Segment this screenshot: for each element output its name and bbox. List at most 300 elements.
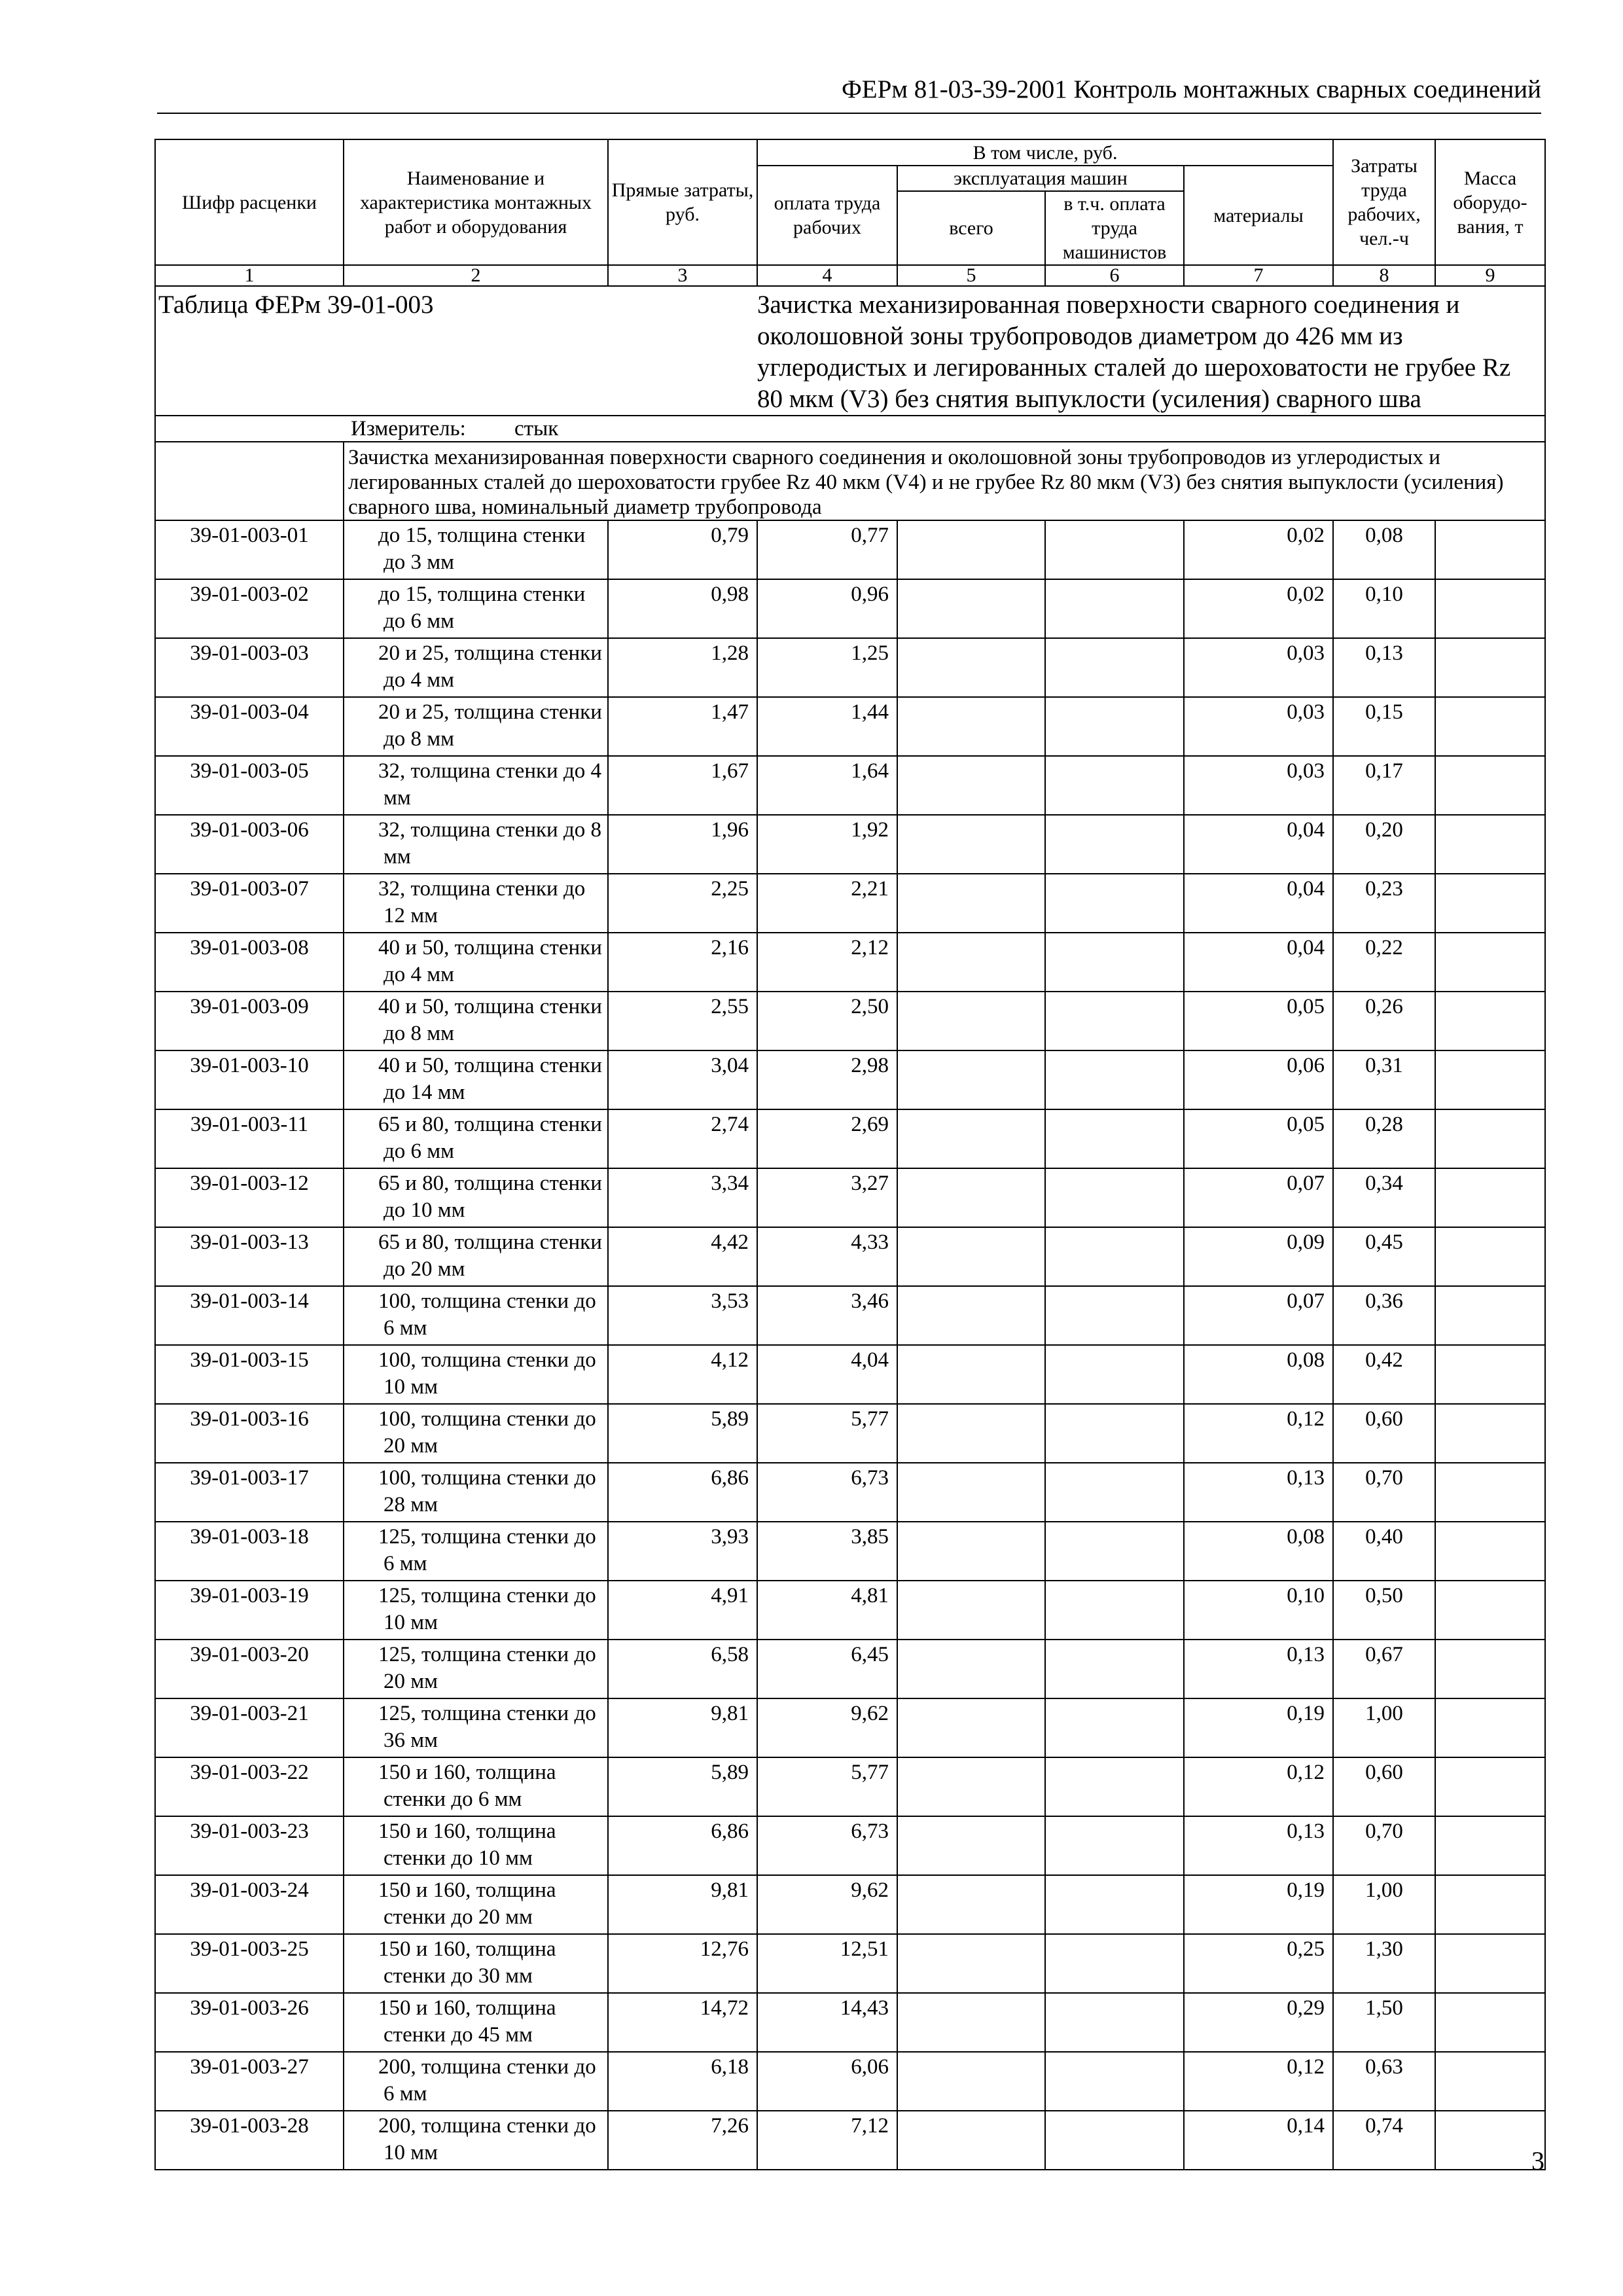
col-number: 3 [608,265,757,286]
row-wages: 1,92 [757,815,897,874]
row-name: 20 и 25, толщина стенки до 8 мм [344,697,608,756]
table-row [155,756,1545,815]
row-materials: 0,05 [1184,992,1333,1050]
row-name: 200, толщина стенки до 10 мм [344,2111,608,2170]
row-machinist-wages [1045,1757,1184,1816]
row-direct-costs: 3,93 [608,1522,757,1581]
row-labor: 0,15 [1333,697,1435,756]
row-name: 32, толщина стенки до 12 мм [344,874,608,933]
row-materials: 0,06 [1184,1050,1333,1109]
row-mass [1435,1050,1545,1109]
row-direct-costs: 3,34 [608,1168,757,1227]
row-machines-total [897,815,1045,874]
row-machines-total [897,579,1045,638]
col-number: 1 [155,265,344,286]
row-wages: 14,43 [757,1993,897,2052]
row-wages: 2,50 [757,992,897,1050]
row-machines-total [897,1463,1045,1522]
row-wages: 4,33 [757,1227,897,1286]
row-direct-costs: 6,18 [608,2052,757,2111]
row-code: 39-01-003-20 [155,1640,344,1698]
row-wages: 0,77 [757,520,897,579]
row-machines-total [897,1227,1045,1286]
row-name: 125, толщина стенки до 20 мм [344,1640,608,1698]
row-machines-total [897,933,1045,992]
measure-label: Измеритель: [351,417,466,440]
row-wages: 3,46 [757,1286,897,1345]
row-name: 65 и 80, толщина стенки до 6 мм [344,1109,608,1168]
rates-table [154,139,1546,2170]
row-materials: 0,13 [1184,1816,1333,1875]
row-machinist-wages [1045,1698,1184,1757]
row-name: до 15, толщина стенки до 3 мм [344,520,608,579]
row-name: 200, толщина стенки до 6 мм [344,2052,608,2111]
row-direct-costs: 0,98 [608,579,757,638]
col-number: 7 [1184,265,1333,286]
row-machinist-wages [1045,874,1184,933]
row-wages: 1,64 [757,756,897,815]
row-code: 39-01-003-18 [155,1522,344,1581]
row-machinist-wages [1045,1934,1184,1993]
row-materials: 0,13 [1184,1640,1333,1698]
row-direct-costs: 4,42 [608,1227,757,1286]
row-mass [1435,1934,1545,1993]
row-materials: 0,19 [1184,1875,1333,1934]
group-description: Зачистка механизированная поверхности сварного соединения и околошовной зоны трубопроводов из углеродистых и легированных сталей до шероховатости грубее Rz 40 мкм (V4) и не грубее Rz 80 мкм (V3) без снятия выпуклости (усиления) сварного шва, номинальный диаметр трубопровода [344,442,1545,520]
row-machines-total [897,520,1045,579]
row-materials: 0,02 [1184,579,1333,638]
row-direct-costs: 9,81 [608,1875,757,1934]
row-labor: 0,17 [1333,756,1435,815]
row-machines-total [897,1698,1045,1757]
row-machinist-wages [1045,992,1184,1050]
row-wages: 6,73 [757,1816,897,1875]
row-name: 100, толщина стенки до 20 мм [344,1404,608,1463]
row-wages: 5,77 [757,1757,897,1816]
row-machines-total [897,1522,1045,1581]
row-machines-total [897,1109,1045,1168]
row-code: 39-01-003-16 [155,1404,344,1463]
row-mass [1435,579,1545,638]
col-mass-header: Масса оборудо-вания, т [1435,139,1545,265]
row-labor: 1,00 [1333,1875,1435,1934]
row-wages: 2,98 [757,1050,897,1109]
row-direct-costs: 6,86 [608,1463,757,1522]
col-materials-header: материалы [1184,166,1333,265]
measure-row [155,416,1545,442]
table-row [155,1581,1545,1640]
row-machines-total [897,2052,1045,2111]
running-header [157,73,1541,114]
row-direct-costs: 0,79 [608,520,757,579]
row-mass [1435,1109,1545,1168]
row-code: 39-01-003-07 [155,874,344,933]
row-wages: 1,25 [757,638,897,697]
row-labor: 0,40 [1333,1522,1435,1581]
row-machines-total [897,1581,1045,1640]
row-labor: 0,26 [1333,992,1435,1050]
row-mass [1435,1757,1545,1816]
table-row [155,1522,1545,1581]
table-row [155,2111,1545,2170]
row-wages: 6,06 [757,2052,897,2111]
row-machinist-wages [1045,2111,1184,2170]
row-machinist-wages [1045,1286,1184,1345]
row-mass [1435,756,1545,815]
row-labor: 1,00 [1333,1698,1435,1757]
row-code: 39-01-003-04 [155,697,344,756]
row-labor: 0,74 [1333,2111,1435,2170]
row-name: 40 и 50, толщина стенки до 14 мм [344,1050,608,1109]
row-machinist-wages [1045,815,1184,874]
row-materials: 0,12 [1184,1757,1333,1816]
row-labor: 0,13 [1333,638,1435,697]
table-row [155,638,1545,697]
row-materials: 0,10 [1184,1581,1333,1640]
page-number: 3 [1531,2146,1544,2176]
row-name: 32, толщина стенки до 8 мм [344,815,608,874]
row-materials: 0,29 [1184,1993,1333,2052]
row-labor: 0,31 [1333,1050,1435,1109]
row-labor: 0,20 [1333,815,1435,874]
row-labor: 0,08 [1333,520,1435,579]
row-labor: 0,45 [1333,1227,1435,1286]
row-machinist-wages [1045,579,1184,638]
row-code: 39-01-003-23 [155,1816,344,1875]
row-code: 39-01-003-21 [155,1698,344,1757]
row-machines-total [897,1286,1045,1345]
table-row [155,1345,1545,1404]
row-mass [1435,1286,1545,1345]
row-direct-costs: 1,96 [608,815,757,874]
table-code: Таблица ФЕРм 39-01-003 [155,286,757,416]
row-name: 125, толщина стенки до 10 мм [344,1581,608,1640]
row-materials: 0,03 [1184,697,1333,756]
row-direct-costs: 7,26 [608,2111,757,2170]
row-mass [1435,992,1545,1050]
row-machines-total [897,1640,1045,1698]
row-labor: 0,67 [1333,1640,1435,1698]
row-wages: 1,44 [757,697,897,756]
row-wages: 9,62 [757,1698,897,1757]
row-labor: 0,60 [1333,1404,1435,1463]
row-materials: 0,08 [1184,1345,1333,1404]
row-mass [1435,1698,1545,1757]
row-wages: 3,27 [757,1168,897,1227]
col-number: 2 [344,265,608,286]
row-wages: 2,21 [757,874,897,933]
row-mass [1435,1816,1545,1875]
row-materials: 0,12 [1184,1404,1333,1463]
row-code: 39-01-003-13 [155,1227,344,1286]
table-row [155,1050,1545,1109]
table-row [155,1109,1545,1168]
row-wages: 7,12 [757,2111,897,2170]
row-code: 39-01-003-01 [155,520,344,579]
row-direct-costs: 3,53 [608,1286,757,1345]
row-direct-costs: 6,86 [608,1816,757,1875]
row-code: 39-01-003-22 [155,1757,344,1816]
row-mass [1435,2052,1545,2111]
row-code: 39-01-003-15 [155,1345,344,1404]
table-row [155,1934,1545,1993]
row-machinist-wages [1045,1345,1184,1404]
row-labor: 1,30 [1333,1934,1435,1993]
row-wages: 6,73 [757,1463,897,1522]
row-mass [1435,874,1545,933]
table-row [155,1757,1545,1816]
row-machinist-wages [1045,1875,1184,1934]
row-code: 39-01-003-05 [155,756,344,815]
row-code: 39-01-003-12 [155,1168,344,1227]
row-labor: 0,63 [1333,2052,1435,2111]
row-name: 32, толщина стенки до 4 мм [344,756,608,815]
row-direct-costs: 2,16 [608,933,757,992]
table-row [155,1463,1545,1522]
row-machines-total [897,1168,1045,1227]
row-labor: 0,28 [1333,1109,1435,1168]
row-materials: 0,25 [1184,1934,1333,1993]
col-machines-total-header: всего [897,191,1045,265]
row-materials: 0,02 [1184,520,1333,579]
row-machines-total [897,1875,1045,1934]
row-machines-total [897,992,1045,1050]
row-code: 39-01-003-26 [155,1993,344,2052]
row-direct-costs: 4,12 [608,1345,757,1404]
row-wages: 4,81 [757,1581,897,1640]
row-name: 40 и 50, толщина стенки до 4 мм [344,933,608,992]
table-row [155,2052,1545,2111]
row-wages: 6,45 [757,1640,897,1698]
row-code: 39-01-003-08 [155,933,344,992]
table-row [155,579,1545,638]
row-name: 40 и 50, толщина стенки до 8 мм [344,992,608,1050]
row-machines-total [897,1757,1045,1816]
row-labor: 0,10 [1333,579,1435,638]
row-labor: 0,42 [1333,1345,1435,1404]
row-labor: 0,70 [1333,1816,1435,1875]
col-name-header: Наименование и характеристика монтажных работ и оборудования [344,139,608,265]
table-row [155,697,1545,756]
row-machines-total [897,1816,1045,1875]
table-row [155,815,1545,874]
row-machinist-wages [1045,1404,1184,1463]
table-row [155,1993,1545,2052]
row-machinist-wages [1045,1463,1184,1522]
col-including-header: В том числе, руб. [757,139,1333,166]
row-mass [1435,1404,1545,1463]
table-row [155,1286,1545,1345]
row-code: 39-01-003-10 [155,1050,344,1109]
row-wages: 5,77 [757,1404,897,1463]
row-code: 39-01-003-17 [155,1463,344,1522]
row-machines-total [897,1934,1045,1993]
col-direct-header: Прямые затраты, руб. [608,139,757,265]
row-machinist-wages [1045,1050,1184,1109]
row-materials: 0,07 [1184,1286,1333,1345]
row-wages: 9,62 [757,1875,897,1934]
row-wages: 0,96 [757,579,897,638]
row-machinist-wages [1045,1227,1184,1286]
row-machinist-wages [1045,520,1184,579]
row-machinist-wages [1045,1522,1184,1581]
row-direct-costs: 2,55 [608,992,757,1050]
row-direct-costs: 6,58 [608,1640,757,1698]
row-machinist-wages [1045,1581,1184,1640]
col-number: 6 [1045,265,1184,286]
row-direct-costs: 1,28 [608,638,757,697]
row-name: 150 и 160, толщина стенки до 20 мм [344,1875,608,1934]
row-name: 150 и 160, толщина стенки до 30 мм [344,1934,608,1993]
row-direct-costs: 2,74 [608,1109,757,1168]
row-wages: 2,69 [757,1109,897,1168]
col-number: 9 [1435,265,1545,286]
row-code: 39-01-003-19 [155,1581,344,1640]
row-mass [1435,815,1545,874]
row-direct-costs: 1,47 [608,697,757,756]
table-row [155,933,1545,992]
row-materials: 0,03 [1184,638,1333,697]
row-mass [1435,1875,1545,1934]
row-machinist-wages [1045,1640,1184,1698]
row-mass [1435,1168,1545,1227]
col-wages-header: оплата труда рабочих [757,166,897,265]
row-labor: 0,50 [1333,1581,1435,1640]
row-machinist-wages [1045,933,1184,992]
row-direct-costs: 12,76 [608,1934,757,1993]
row-direct-costs: 5,89 [608,1757,757,1816]
row-mass [1435,697,1545,756]
row-machinist-wages [1045,1109,1184,1168]
row-machinist-wages [1045,1168,1184,1227]
row-wages: 4,04 [757,1345,897,1404]
row-direct-costs: 14,72 [608,1993,757,2052]
table-row [155,1816,1545,1875]
row-labor: 0,23 [1333,874,1435,933]
row-direct-costs: 1,67 [608,756,757,815]
row-direct-costs: 4,91 [608,1581,757,1640]
table-row [155,520,1545,579]
table-row [155,1168,1545,1227]
row-materials: 0,03 [1184,756,1333,815]
row-code: 39-01-003-02 [155,579,344,638]
row-labor: 0,22 [1333,933,1435,992]
table-row [155,1227,1545,1286]
row-materials: 0,14 [1184,2111,1333,2170]
row-wages: 2,12 [757,933,897,992]
row-name: 65 и 80, толщина стенки до 20 мм [344,1227,608,1286]
row-direct-costs: 9,81 [608,1698,757,1757]
col-code-header: Шифр расценки [155,139,344,265]
col-number: 8 [1333,265,1435,286]
row-machinist-wages [1045,638,1184,697]
row-mass [1435,520,1545,579]
row-materials: 0,07 [1184,1168,1333,1227]
table-row [155,992,1545,1050]
table-row [155,1404,1545,1463]
row-mass [1435,1581,1545,1640]
row-name: 125, толщина стенки до 36 мм [344,1698,608,1757]
row-labor: 0,36 [1333,1286,1435,1345]
table-title: Зачистка механизированная поверхности сварного соединения и околошовной зоны трубопроводов диаметром до 426 мм из углеродистых и легированных сталей до шероховатости не грубее Rz 80 мкм (V3) без снятия выпуклости (усиления) сварного шва [757,286,1545,416]
row-name: 20 и 25, толщина стенки до 4 мм [344,638,608,697]
row-direct-costs: 2,25 [608,874,757,933]
running-title: ФЕРм 81-03-39-2001 Контроль монтажных сварных соединений [842,75,1541,103]
row-labor: 1,50 [1333,1993,1435,2052]
row-machines-total [897,1993,1045,2052]
row-code: 39-01-003-06 [155,815,344,874]
row-name: 100, толщина стенки до 10 мм [344,1345,608,1404]
row-machinist-wages [1045,2052,1184,2111]
row-materials: 0,19 [1184,1698,1333,1757]
row-code: 39-01-003-11 [155,1109,344,1168]
table-row [155,1875,1545,1934]
row-materials: 0,04 [1184,933,1333,992]
row-mass [1435,1640,1545,1698]
row-machines-total [897,638,1045,697]
col-machines-header: эксплуатация машин [897,166,1184,191]
row-materials: 0,12 [1184,2052,1333,2111]
row-name: 150 и 160, толщина стенки до 10 мм [344,1816,608,1875]
row-materials: 0,04 [1184,815,1333,874]
row-code: 39-01-003-24 [155,1875,344,1934]
row-mass [1435,1227,1545,1286]
row-materials: 0,09 [1184,1227,1333,1286]
row-mass [1435,2111,1545,2170]
row-mass [1435,1993,1545,2052]
row-machinist-wages [1045,697,1184,756]
row-machinist-wages [1045,1816,1184,1875]
row-code: 39-01-003-28 [155,2111,344,2170]
row-mass [1435,933,1545,992]
col-labor-header: Затраты труда рабочих, чел.-ч [1333,139,1435,265]
row-mass [1435,1463,1545,1522]
row-machines-total [897,1345,1045,1404]
row-machines-total [897,1404,1045,1463]
row-wages: 12,51 [757,1934,897,1993]
row-labor: 0,70 [1333,1463,1435,1522]
col-number: 5 [897,265,1045,286]
row-machines-total [897,1050,1045,1109]
row-machines-total [897,697,1045,756]
row-name: 65 и 80, толщина стенки до 10 мм [344,1168,608,1227]
row-code: 39-01-003-25 [155,1934,344,1993]
row-code: 39-01-003-09 [155,992,344,1050]
row-name: 150 и 160, толщина стенки до 45 мм [344,1993,608,2052]
row-materials: 0,13 [1184,1463,1333,1522]
row-name: 125, толщина стенки до 6 мм [344,1522,608,1581]
row-direct-costs: 5,89 [608,1404,757,1463]
row-mass [1435,638,1545,697]
row-machines-total [897,874,1045,933]
row-machinist-wages [1045,1993,1184,2052]
row-mass [1435,1345,1545,1404]
row-direct-costs: 3,04 [608,1050,757,1109]
row-code: 39-01-003-14 [155,1286,344,1345]
measure-value: стык [514,417,559,440]
row-machines-total [897,2111,1045,2170]
row-mass [1435,1522,1545,1581]
row-name: 150 и 160, толщина стенки до 6 мм [344,1757,608,1816]
row-name: до 15, толщина стенки до 6 мм [344,579,608,638]
row-code: 39-01-003-03 [155,638,344,697]
row-materials: 0,08 [1184,1522,1333,1581]
row-code: 39-01-003-27 [155,2052,344,2111]
row-machines-total [897,756,1045,815]
group-code-cell [155,442,344,520]
table-row [155,1698,1545,1757]
col-machinist-wages-header: в т.ч. оплата труда машинистов [1045,191,1184,265]
